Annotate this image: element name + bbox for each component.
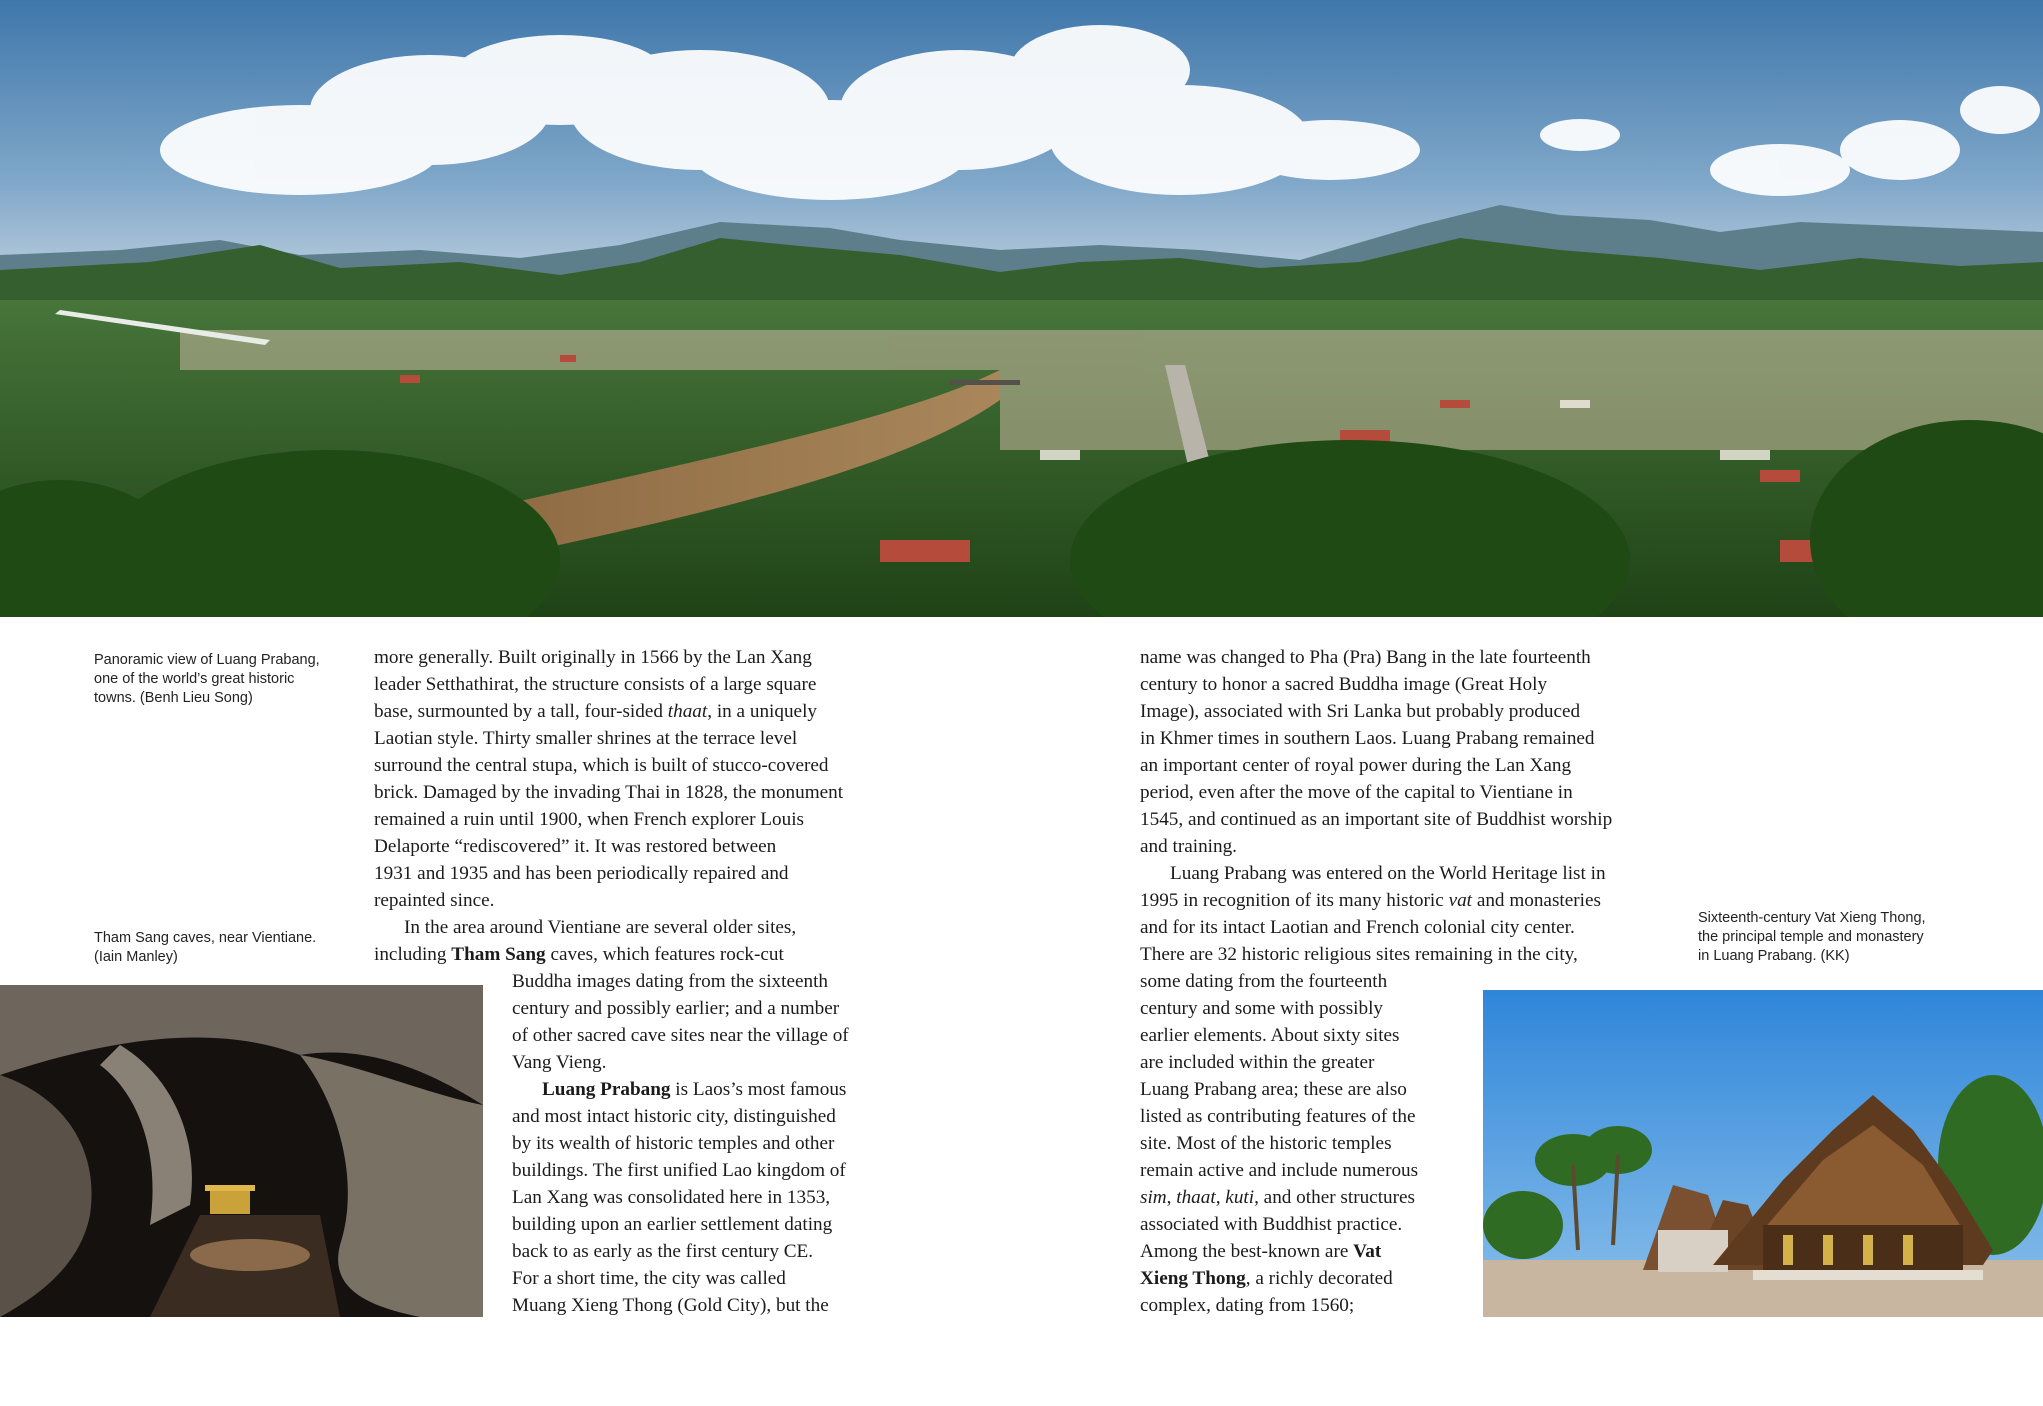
text-line: repainted since. [374, 890, 495, 911]
text-line: and most intact historic city, distinguished [512, 1106, 836, 1127]
text-line: building upon an earlier settlement dating [512, 1214, 833, 1235]
text-line [512, 1076, 849, 1103]
text-line: listed as contributing features of the [1140, 1106, 1416, 1127]
term-vat-a: Vat [1353, 1241, 1382, 1262]
text-segment: , [1166, 1187, 1177, 1208]
text-line: in Khmer times in southern Laos. Luang Prabang remained [1140, 728, 1595, 749]
text-segment: including [374, 944, 452, 965]
text-line: 1545, and continued as an important site of Buddhist worship [1140, 809, 1613, 830]
text-line: more generally. Built originally in 1566 by the Lan Xang [374, 647, 812, 668]
text-line: remained a ruin until 1900, when French explorer Louis [374, 809, 805, 830]
caption-line: the principal temple and monastery [1698, 929, 1924, 945]
temple-photo [1483, 990, 2043, 1317]
text-line: For a short time, the city was called [512, 1268, 786, 1289]
text-line: an important center of royal power during the Lan Xang [1140, 755, 1572, 776]
left-column-wide [374, 644, 843, 968]
caption-line: Panoramic view of Luang Prabang, [94, 652, 320, 668]
text-line: 1931 and 1935 and has been periodically repaired and [374, 863, 789, 884]
text-line: by its wealth of historic temples and other [512, 1133, 835, 1154]
text-segment: base, surmounted by a tall, four-sided [374, 701, 668, 722]
right-column-wide [1140, 644, 1612, 968]
temple-caption [1698, 909, 1998, 966]
cave-caption [94, 929, 354, 967]
text-line: Delaporte “rediscovered” it. It was restored between [374, 836, 777, 857]
text-line: Luang Prabang area; these are also [1140, 1079, 1407, 1100]
text-segment: and monasteries [1472, 890, 1601, 911]
text-line: century to honor a sacred Buddha image (Great Holy [1140, 674, 1548, 695]
text-line: brick. Damaged by the invading Thai in 1828, the monument [374, 782, 844, 803]
caption-line: (Iain Manley) [94, 949, 178, 965]
text-line: Buddha images dating from the sixteenth [512, 971, 828, 992]
text-line [1140, 887, 1612, 914]
term-xieng-thong: Xieng Thong [1140, 1268, 1246, 1289]
term-tham-sang: Tham Sang [451, 944, 546, 965]
text-line: some dating from the fourteenth [1140, 971, 1388, 992]
text-line: leader Setthathirat, the structure consists of a large square [374, 674, 817, 695]
text-line: Image), associated with Sri Lanka but probably produced [1140, 701, 1581, 722]
text-line: are included within the greater [1140, 1052, 1375, 1073]
text-line: period, even after the move of the capital to Vientiane in [1140, 782, 1573, 803]
term-luang-prabang: Luang Prabang [542, 1079, 671, 1100]
text-line: surround the central stupa, which is built of stucco-covered [374, 755, 829, 776]
text-segment: is Laos’s most famous [670, 1079, 847, 1100]
text-line: century and some with possibly [1140, 998, 1384, 1019]
term-thaat: thaat [1176, 1187, 1216, 1208]
text-segment: , and other structures [1254, 1187, 1415, 1208]
text-line: Laotian style. Thirty smaller shrines at the terrace level [374, 728, 798, 749]
cave-photo [0, 985, 483, 1317]
caption-line: Sixteenth-century Vat Xieng Thong, [1698, 910, 1926, 926]
text-segment: , in a uniquely [707, 701, 817, 722]
text-line [374, 941, 843, 968]
text-line [1140, 1184, 1418, 1211]
text-line [1140, 1238, 1418, 1265]
text-line: In the area around Vientiane are several older sites, [404, 917, 797, 938]
text-segment: , a richly decorated [1245, 1268, 1393, 1289]
text-line: Lan Xang was consolidated here in 1353, [512, 1187, 831, 1208]
caption-line: towns. (Benh Lieu Song) [94, 690, 253, 706]
text-segment: 1995 in recognition of its many historic [1140, 890, 1449, 911]
text-line: remain active and include numerous [1140, 1160, 1419, 1181]
left-column-narrow [512, 968, 849, 1319]
caption-line: one of the world’s great historic [94, 671, 295, 687]
text-line: Vang Vieng. [512, 1052, 607, 1073]
caption-line: Tham Sang caves, near Vientiane. [94, 930, 317, 946]
term-thaat: thaat [667, 701, 708, 722]
panorama-photo [0, 0, 2043, 617]
text-line: and for its intact Laotian and French colonial city center. [1140, 917, 1575, 938]
text-line: and training. [1140, 836, 1237, 857]
text-line: There are 32 historic religious sites remaining in the city, [1140, 944, 1578, 965]
text-segment: caves, which features rock-cut [545, 944, 784, 965]
text-line: century and possibly earlier; and a number [512, 998, 840, 1019]
text-line: Muang Xieng Thong (Gold City), but the [512, 1295, 829, 1316]
caption-line: in Luang Prabang. (KK) [1698, 948, 1850, 964]
right-column-narrow [1140, 968, 1418, 1319]
text-line: back to as early as the first century CE. [512, 1241, 814, 1262]
text-line: of other sacred cave sites near the village of [512, 1025, 849, 1046]
text-line: Luang Prabang was entered on the World Heritage list in [1170, 863, 1606, 884]
text-line [1140, 1265, 1418, 1292]
text-line [374, 698, 843, 725]
text-line: name was changed to Pha (Pra) Bang in the late fourteenth [1140, 647, 1591, 668]
text-segment: , [1215, 1187, 1226, 1208]
text-segment: Among the best-known are [1140, 1241, 1354, 1262]
term-vat: vat [1448, 890, 1473, 911]
panorama-caption [94, 651, 354, 708]
text-line: associated with Buddhist practice. [1140, 1214, 1403, 1235]
text-line: complex, dating from 1560; [1140, 1295, 1355, 1316]
text-line: buildings. The first unified Lao kingdom of [512, 1160, 846, 1181]
text-line: site. Most of the historic temples [1140, 1133, 1392, 1154]
text-line: earlier elements. About sixty sites [1140, 1025, 1400, 1046]
term-kuti: kuti [1225, 1187, 1255, 1208]
term-sim: sim [1140, 1187, 1167, 1208]
